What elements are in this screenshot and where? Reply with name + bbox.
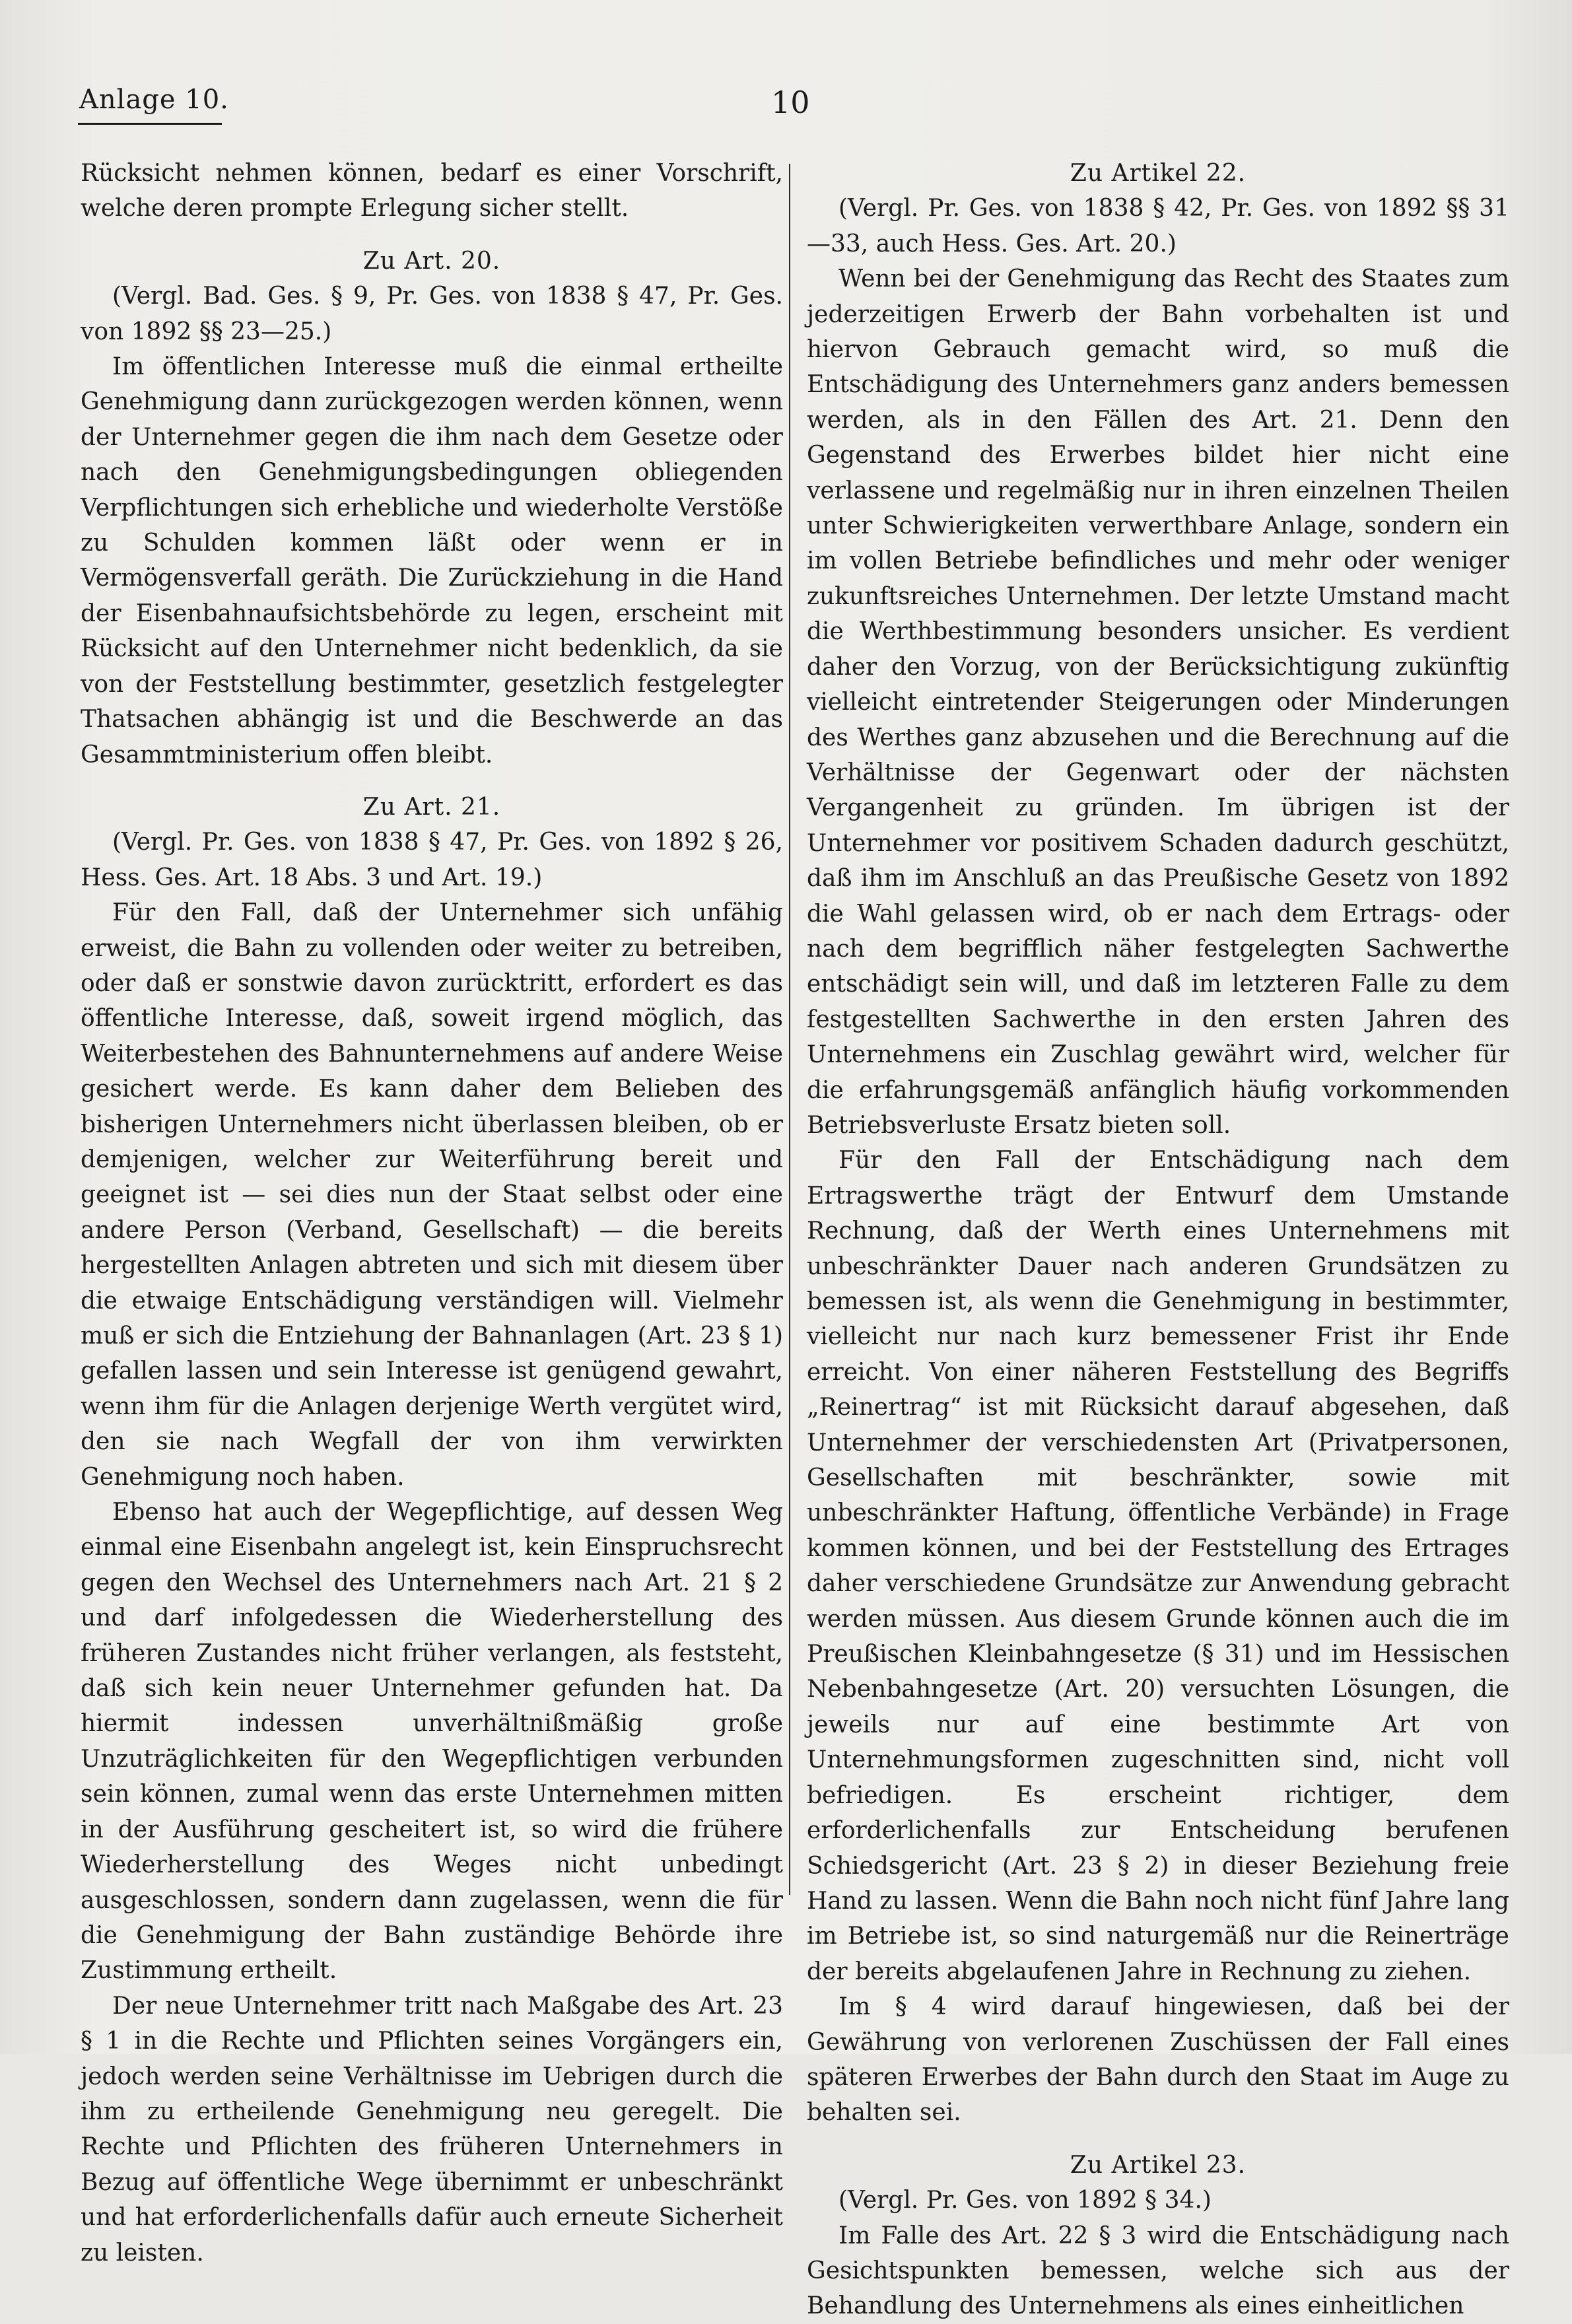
paragraph: Rücksicht nehmen können, bedarf es einer Vorschrift, welche deren prompte Erlegung sicher stellt. [81, 160, 783, 222]
right-column [807, 156, 1509, 2324]
annex-label-underline [78, 123, 222, 125]
paragraph: Für den Fall, daß der Unternehmer sich unfähig erweist, die Bahn zu vollenden oder weiter zu betreiben, oder daß er sonstwie davon zurücktritt, erfordert es das öffentliche Interesse, daß, soweit irgend möglich, das Weiterbestehen des Bahnunternehmens auf andere Weise gesichert werde. Es kann daher dem Belieben des bisherigen Unternehmers nicht überlassen bleiben, ob er demjenigen, welcher zur Weiterführung bereit und geeignet ist — sei dies nun der Staat selbst oder eine andere Person (Verband, Gesellschaft) — die bereits hergestellten Anlagen abtreten und sich mit diesem über die etwaige Entschädigung verständigen will. Vielmehr muß er sich die Entziehung der Bahnanlagen (Art. 23 § 1) gefallen lassen und sein Interesse ist genügend gewahrt, wenn ihm für die Anlagen derjenige Werth vergütet wird, den sie nach Wegfall der von ihm verwirkten Genehmigung noch haben. [81, 899, 783, 1491]
reference-note: (Vergl. Bad. Ges. § 9, Pr. Ges. von 1838 § 47, Pr. Ges. von 1892 §§ 23—25.) [81, 283, 783, 345]
paragraph: Im § 4 wird darauf hingewiesen, daß bei der Gewährung von verlorenen Zuschüssen der Fall eines späteren Erwerbes der Bahn durch den Staat im Auge zu behalten sei. [807, 1993, 1509, 2127]
section-heading-art-23: Zu Artikel 23. [1070, 2151, 1247, 2179]
section-heading-art-20: Zu Art. 20. [362, 247, 501, 275]
reference-note: (Vergl. Pr. Ges. von 1838 § 47, Pr. Ges. von 1892 § 26, Hess. Ges. Art. 18 Abs. 3 und Art. 19.) [81, 829, 783, 891]
column-divider [789, 164, 790, 1895]
paragraph: Im Falle des Art. 22 § 3 wird die Entschädigung nach Gesichtspunkten bemessen, welche sich aus der Behandlung des Unternehmens als eines einheitlichen [807, 2222, 1509, 2320]
paragraph: Ebenso hat auch der Wegepflichtige, auf dessen Weg einmal eine Eisenbahn angelegt ist, kein Einspruchsrecht gegen den Wechsel des Unternehmers nach Art. 21 § 2 und darf infolgedessen die Wiederherstellung des früheren Zustandes nicht früher verlangen, als feststeht, daß sich kein neuer Unternehmer gefunden hat. Da hiermit indessen unverhältnißmäßig große Unzuträglichkeiten für den Wegepflichtigen verbunden sein können, zumal wenn das erste Unternehmen mitten in der Ausführung gescheitert ist, so wird die frühere Wiederherstellung des Weges nicht unbedingt ausgeschlossen, sondern dann zugelassen, wenn die für die Genehmigung der Bahn zuständige Behörde ihre Zustimmung ertheilt. [81, 1499, 783, 1985]
left-column [81, 156, 783, 2271]
section-heading-art-22: Zu Artikel 22. [1070, 160, 1247, 187]
annex-label: Anlage 10. [79, 85, 229, 115]
reference-note: (Vergl. Pr. Ges. von 1892 § 34.) [838, 2187, 1212, 2214]
paragraph: Für den Fall der Entschädigung nach dem Ertragswerthe trägt der Entwurf dem Umstande Rechnung, daß der Werth eines Unternehmens mit unbeschränkter Dauer nach anderen Grundsätzen zu bemessen ist, als wenn die Genehmigung in bestimmter, vielleicht nur nach kurz bemessener Frist ihr Ende erreicht. Von einer näheren Feststellung des Begriffs „Reinertrag“ ist mit Rücksicht darauf abgesehen, daß Unternehmer der verschiedensten Art (Privatpersonen, Gesellschaften mit beschränkter, sowie mit unbeschränkter Haftung, öffentliche Verbände) in Frage kommen können, und bei der Feststellung des Ertrages daher verschiedene Grundsätze zur Anwendung gebracht werden müssen. Aus diesem Grunde können auch die im Preußischen Kleinbahngesetze (§ 31) und im Hessischen Nebenbahngesetze (Art. 20) versuchten Lösungen, die jeweils nur auf eine bestimmte Art von Unternehmungsformen zugeschnitten sind, nicht voll befriedigen. Es erscheint richtiger, dem erforderlichenfalls zur Entscheidung berufenen Schiedsgericht (Art. 23 § 2) in dieser Beziehung freie Hand zu lassen. Wenn die Bahn noch nicht fünf Jahre lang im Betriebe ist, so sind naturgemäß nur die Reinerträge der bereits abgelaufenen Jahre in Rechnung zu ziehen. [807, 1147, 1509, 1985]
reference-note: (Vergl. Pr. Ges. von 1838 § 42, Pr. Ges. von 1892 §§ 31—33, auch Hess. Ges. Art. 20.) [807, 195, 1509, 257]
paragraph: Im öffentlichen Interesse muß die einmal ertheilte Genehmigung dann zurückgezogen werden können, wenn der Unternehmer gegen die ihm nach dem Gesetze oder nach den Genehmigungsbedingungen obliegenden Verpflichtungen sich erhebliche und wiederholte Verstöße zu Schulden kommen läßt oder wenn er in Vermögensverfall geräth. Die Zurückziehung in die Hand der Eisenbahnaufsichtsbehörde zu legen, erscheint mit Rücksicht auf den Unternehmer nicht bedenklich, da sie von der Feststellung bestimmter, gesetzlich festgelegter Thatsachen abhängig ist und die Beschwerde an das Gesammtministerium offen bleibt. [81, 353, 783, 769]
paragraph: Der neue Unternehmer tritt nach Maßgabe des Art. 23 § 1 in die Rechte und Pflichten seines Vorgängers ein, jedoch werden seine Verhältnisse im Uebrigen durch die ihm zu ertheilende Genehmigung neu geregelt. Die Rechte und Pflichten des früheren Unternehmers in Bezug auf öffentliche Wege übernimmt er unbeschränkt und hat erforderlichenfalls dafür auch erneute Sicherheit zu leisten. [81, 1992, 783, 2267]
paragraph: Wenn bei der Genehmigung das Recht des Staates zum jederzeitigen Erwerb der Bahn vorbehalten ist und hiervon Gebrauch gemacht wird, so muß die Entschädigung des Unternehmers ganz anders bemessen werden, als in den Fällen des Art. 21. Denn den Gegenstand des Erwerbes bildet hier nicht eine verlassene und regelmäßig nur in ihren einzelnen Theilen unter Schwierigkeiten verwerthbare Anlage, sondern ein im vollen Betriebe befindliches und mehr oder weniger zukunftsreiches Unternehmen. Der letzte Umstand macht die Werthbestimmung besonders unsicher. Es verdient daher den Vorzug, von der Berücksichtigung zukünftig vielleicht eintretender Steigerungen oder Minderungen des Werthes ganz abzusehen und die Berechnung auf die Verhältnisse der Gegenwart oder der nächsten Vergangenheit zu gründen. Im übrigen ist der Unternehmer vor positivem Schaden dadurch geschützt, daß ihm im Anschluß an das Preußische Gesetz von 1892 die Wahl gelassen wird, ob er nach dem Ertrags- oder nach dem begrifflich näher festgelegten Sachwerthe entschädigt sein will, und daß im letzteren Falle zu dem festgestellten Sachwerthe in den ersten Jahren des Unternehmens ein Zuschlag gewährt wird, welcher für die erfahrungsgemäß anfänglich häufig vorkommenden Betriebsverluste Ersatz bieten soll. [807, 265, 1509, 1139]
section-heading-art-21: Zu Art. 21. [362, 793, 501, 821]
page-number: 10 [771, 85, 810, 120]
